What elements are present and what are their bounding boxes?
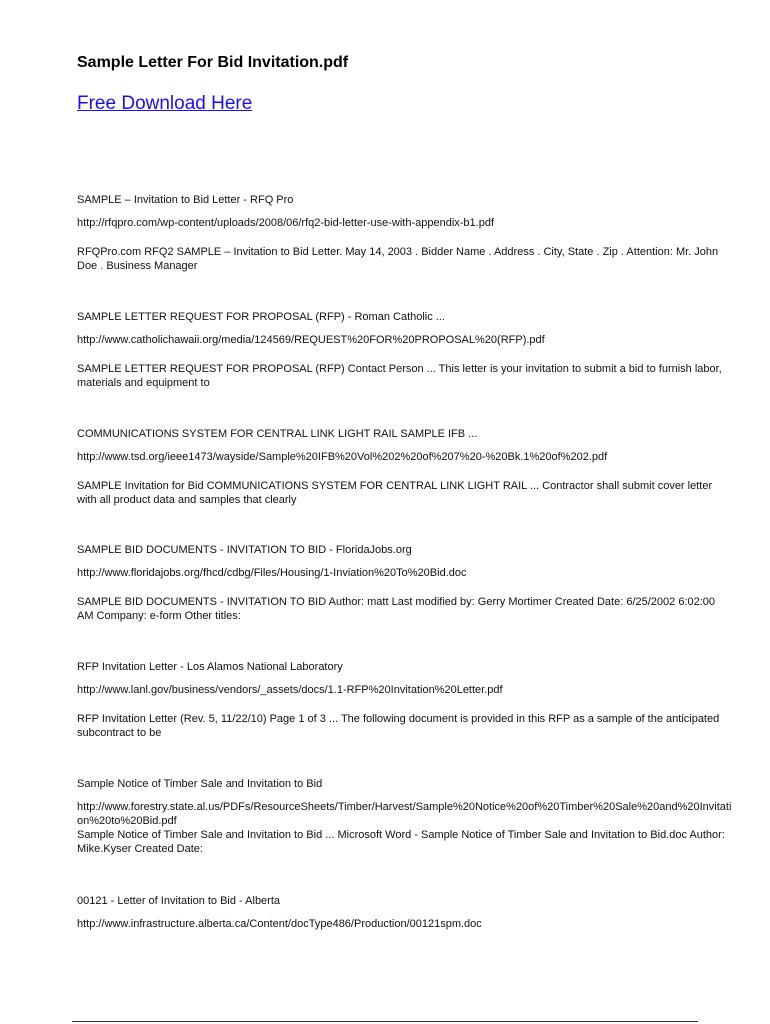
entry-description: Sample Notice of Timber Sale and Invitation to Bid ... Microsoft Word - Sample Notice of Timber Sale and Invitation to Bid.doc Author: Mike.Kyser Created Date: — [77, 829, 725, 855]
entry-title: RFP Invitation Letter - Los Alamos National Laboratory — [77, 661, 343, 673]
entry-title: SAMPLE BID DOCUMENTS - INVITATION TO BID - FloridaJobs.org — [77, 544, 412, 556]
entry-url[interactable]: http://rfqpro.com/wp-content/uploads/2008/06/rfq2-bid-letter-use-with-appendix-b1.pdf — [77, 217, 495, 229]
entry-url[interactable]: http://www.floridajobs.org/fhcd/cdbg/Files/Housing/1-Inviation%20To%20Bid.doc — [77, 567, 467, 579]
entry-description: SAMPLE BID DOCUMENTS - INVITATION TO BID Author: matt Last modified by: Gerry Mortimer Created Date: 6/25/2002 6:02:00 AM Company: e-form Other titles: — [77, 596, 716, 622]
entry-description: RFQPro.com RFQ2 SAMPLE – Invitation to Bid Letter. May 14, 2003 . Bidder Name . Address . City, State . Zip . Attention: Mr. John Doe . Business Manager — [77, 246, 719, 272]
entry-title: COMMUNICATIONS SYSTEM FOR CENTRAL LINK LIGHT RAIL SAMPLE IFB ... — [77, 428, 478, 440]
entry-title: SAMPLE – Invitation to Bid Letter - RFQ Pro — [77, 194, 294, 206]
entry-url[interactable]: http://www.catholichawaii.org/media/124569/REQUEST%20FOR%20PROPOSAL%20(RFP).pdf — [77, 334, 545, 346]
entry-title: Sample Notice of Timber Sale and Invitation to Bid — [77, 778, 323, 790]
entry-title: SAMPLE LETTER REQUEST FOR PROPOSAL (RFP) - Roman Catholic ... — [77, 311, 445, 323]
entry-description: RFP Invitation Letter (Rev. 5, 11/22/10) Page 1 of 3 ... The following document is provided in this RFP as a sample of the anticipated subcontract to be — [77, 713, 720, 739]
entry-title: 00121 - Letter of Invitation to Bid - Alberta — [77, 895, 281, 907]
free-download-link[interactable]: Free Download Here — [77, 93, 253, 114]
entry-description: SAMPLE Invitation for Bid COMMUNICATIONS SYSTEM FOR CENTRAL LINK LIGHT RAIL ... Contractor shall submit cover letter with all product data and samples that clearly — [77, 480, 713, 506]
footer-divider — [72, 1021, 698, 1022]
entry-url[interactable]: http://www.tsd.org/ieee1473/wayside/Sample%20IFB%20Vol%202%20of%207%20-%20Bk.1%20of%202.pdf — [77, 451, 608, 463]
entry-url[interactable]: http://www.forestry.state.al.us/PDFs/ResourceSheets/Timber/Harvest/Sample%20Notice%20of%20Timber%20Sale%20and%20Invitation%20to%20Bid.pdf — [77, 801, 732, 827]
entry-url[interactable]: http://www.lanl.gov/business/vendors/_assets/docs/1.1-RFP%20Invitation%20Letter.pdf — [77, 684, 503, 696]
document-title: Sample Letter For Bid Invitation.pdf — [77, 54, 349, 71]
entry-description: SAMPLE LETTER REQUEST FOR PROPOSAL (RFP) Contact Person ... This letter is your invitation to submit a bid to furnish labor, materials and equipment to — [77, 363, 722, 389]
entry-url[interactable]: http://www.infrastructure.alberta.ca/Content/docType486/Production/00121spm.doc — [77, 918, 482, 930]
